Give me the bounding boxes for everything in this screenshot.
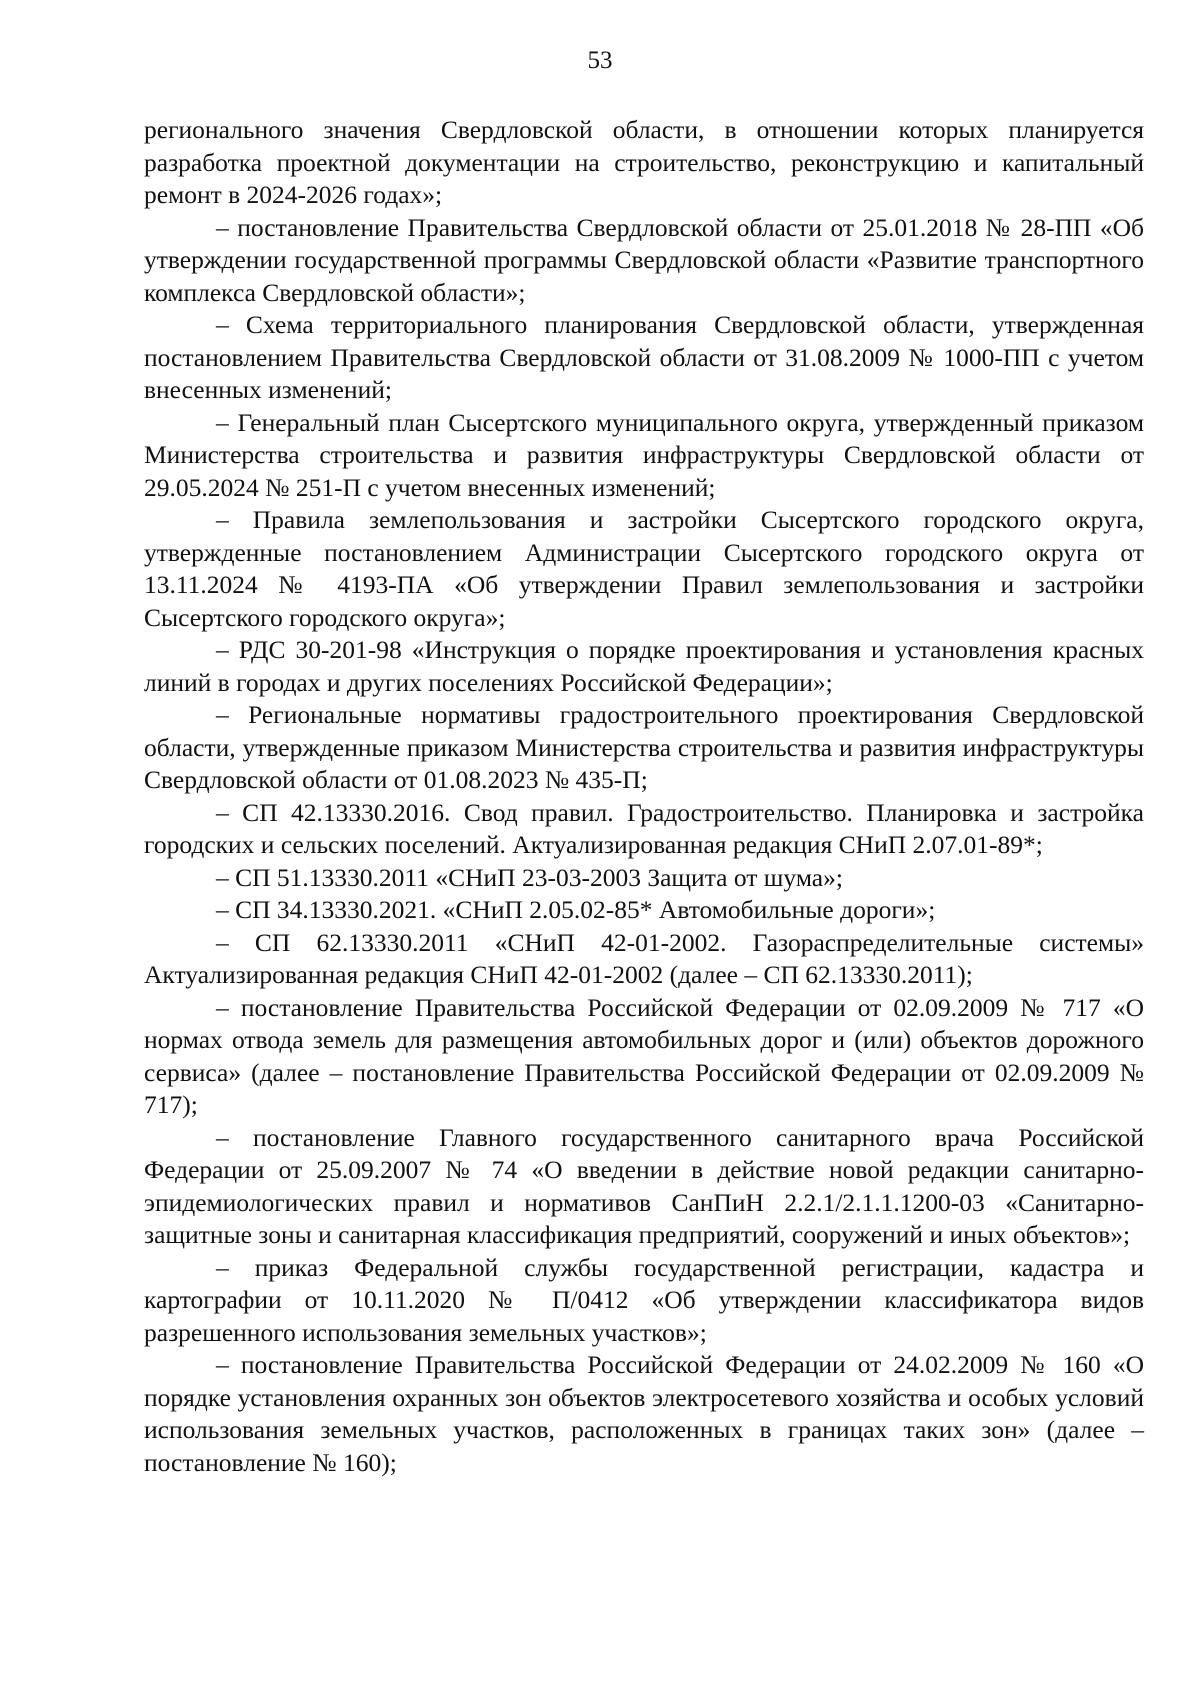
paragraph: – постановление Правительства Российской Федерации от 24.02.2009 № 160 «О порядке установления охранных зон объектов электросетевого хозяйства и особых условий использования земельных участков, расположенных в границах таких зон» (далее – постановление № 160); [144,1350,1144,1477]
paragraph: – постановление Правительства Свердловской области от 25.01.2018 № 28-ПП «Об утверждении государственной программы Свердловской области «Развитие транспортного комплекса Свердловской области»; [144,212,1144,307]
document-body [144,114,1144,1479]
paragraph: – РДС 30-201-98 «Инструкция о порядке проектирования и установления красных линий в городах и других поселениях Российской Федерации»; [144,635,1144,697]
paragraph: – Правила землепользования и застройки Сысертского городского округа, утвержденные постановлением Администрации Сысертского городского округа от 13.11.2024 № 4193-ПА «Об утверждении Правил землепользования и застройки Сысертского городского округа»; [144,505,1144,632]
paragraph: – СП 34.13330.2021. «СНиП 2.05.02-85* Автомобильные дороги»; [216,895,936,924]
page-number: 53 [587,47,613,74]
paragraph: – Региональные нормативы градостроительного проектирования Свердловской области, утвержденные приказом Министерства строительства и развития инфраструктуры Свердловской области от 01.08.2023 № 435-П; [144,700,1144,794]
paragraph: – СП 42.13330.2016. Свод правил. Градостроительство. Планировка и застройка городских и сельских поселений. Актуализированная редакция СНиП 2.07.01-89*; [144,797,1144,859]
paragraph: – постановление Правительства Российской Федерации от 02.09.2009 № 717 «О нормах отвода земель для размещения автомобильных дорог и (или) объектов дорожного сервиса» (далее – постановление Правительства Российской Федерации от 02.09.2009 № 717); [144,992,1144,1119]
paragraph: – СП 51.13330.2011 «СНиП 23-03-2003 Защита от шума»; [216,862,843,892]
paragraph: – постановление Главного государственного санитарного врача Российской Федерации от 25.09.2007 № 74 «О введении в действие новой редакции санитарно-эпидемиологических правил и нормативов СанПиН 2.2.1/2.1.1.1200-03 «Санитарно-защитные зоны и санитарная классификация предприятий, сооружений и иных объектов»; [144,1122,1144,1249]
paragraph: – Генеральный план Сысертского муниципального округа, утвержденный приказом Министерства строительства и развития инфраструктуры Свердловской области от 29.05.2024 № 251-П с учетом внесенных изменений; [144,407,1144,502]
paragraph: – приказ Федеральной службы государственной регистрации, кадастра и картографии от 10.11.2020 № П/0412 «Об утверждении классификатора видов разрешенного использования земельных участков»; [144,1252,1144,1347]
paragraph: – СП 62.13330.2011 «СНиП 42-01-2002. Газораспределительные системы» Актуализированная редакция СНиП 42-01-2002 (далее – СП 62.13330.2011); [144,927,1144,989]
paragraph: регионального значения Свердловской области, в отношении которых планируется разработка проектной документации на строительство, реконструкцию и капитальный ремонт в 2024-2026 годах»; [144,115,1144,209]
paragraph: – Схема территориального планирования Свердловской области, утвержденная постановлением Правительства Свердловской области от 31.08.2009 № 1000-ПП с учетом внесенных изменений; [144,310,1144,404]
